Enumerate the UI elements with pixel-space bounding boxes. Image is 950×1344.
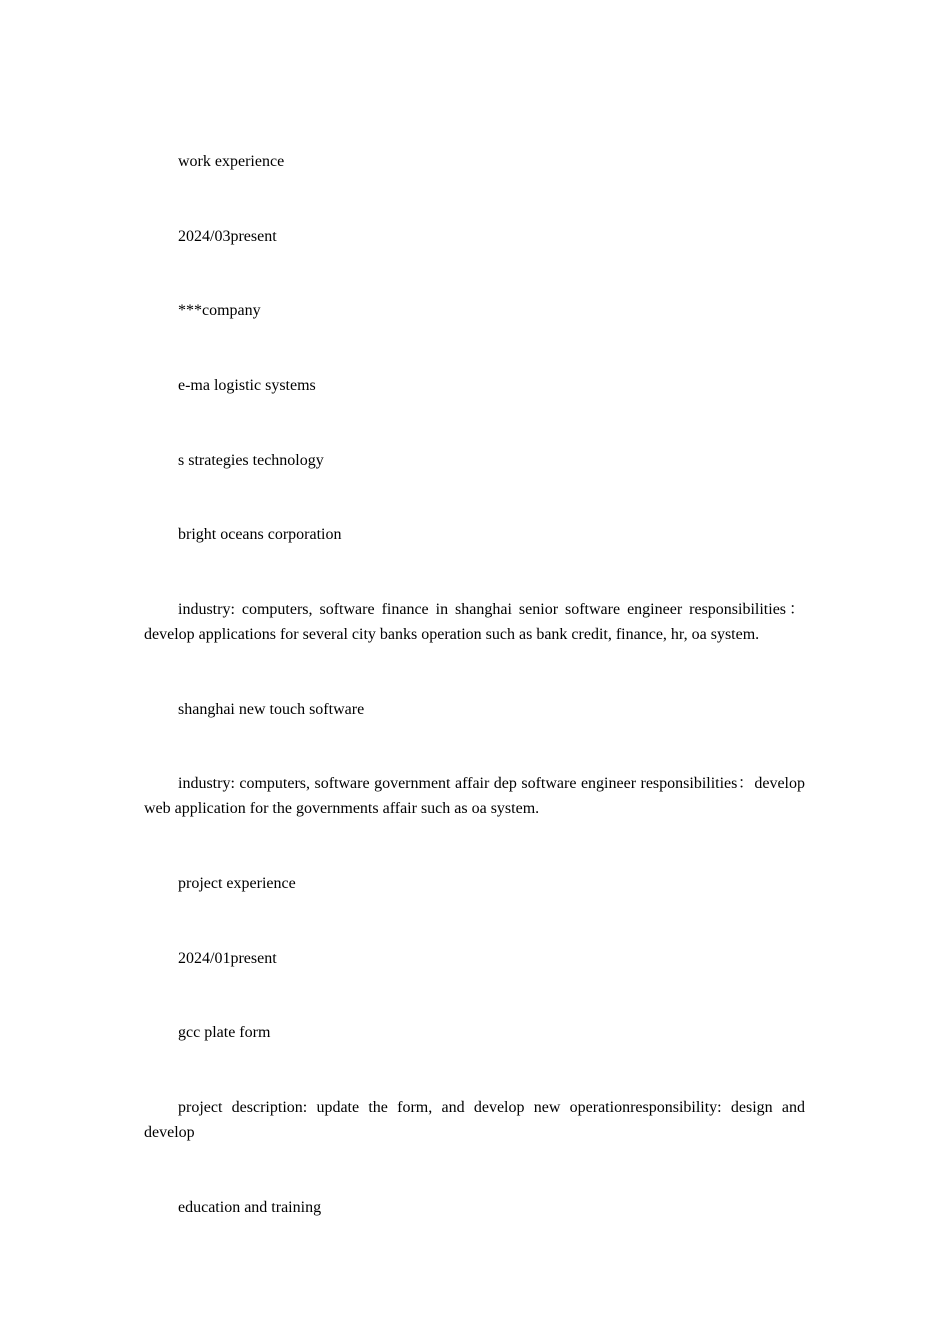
company-name: e-ma logistic systems	[178, 377, 316, 394]
project-name: gcc plate form	[178, 1024, 271, 1041]
section-heading-education: education and training	[178, 1199, 322, 1216]
section-heading-project-experience: project experience	[178, 875, 296, 892]
company-name: ***company	[178, 302, 261, 319]
company-name: shanghai new touch software	[178, 701, 365, 718]
company-name: bright oceans corporation	[178, 526, 342, 543]
project-description: project description: update the form, and develop new operationresponsibility: design and develop	[144, 1099, 805, 1141]
project-date-range: 2024/01present	[178, 950, 277, 967]
job-description: industry: computers, software government affair dep software engineer responsibilities：develop web application for the governments affair such as oa system.	[144, 775, 805, 817]
work-date-range: 2024/03present	[178, 228, 277, 245]
section-heading-work-experience: work experience	[178, 153, 285, 170]
job-description: industry: computers, software finance in shanghai senior software engineer responsibilities：develop applications for several city banks operation such as bank credit, finance, hr, oa system.	[144, 601, 805, 643]
company-name: s strategies technology	[178, 452, 324, 469]
